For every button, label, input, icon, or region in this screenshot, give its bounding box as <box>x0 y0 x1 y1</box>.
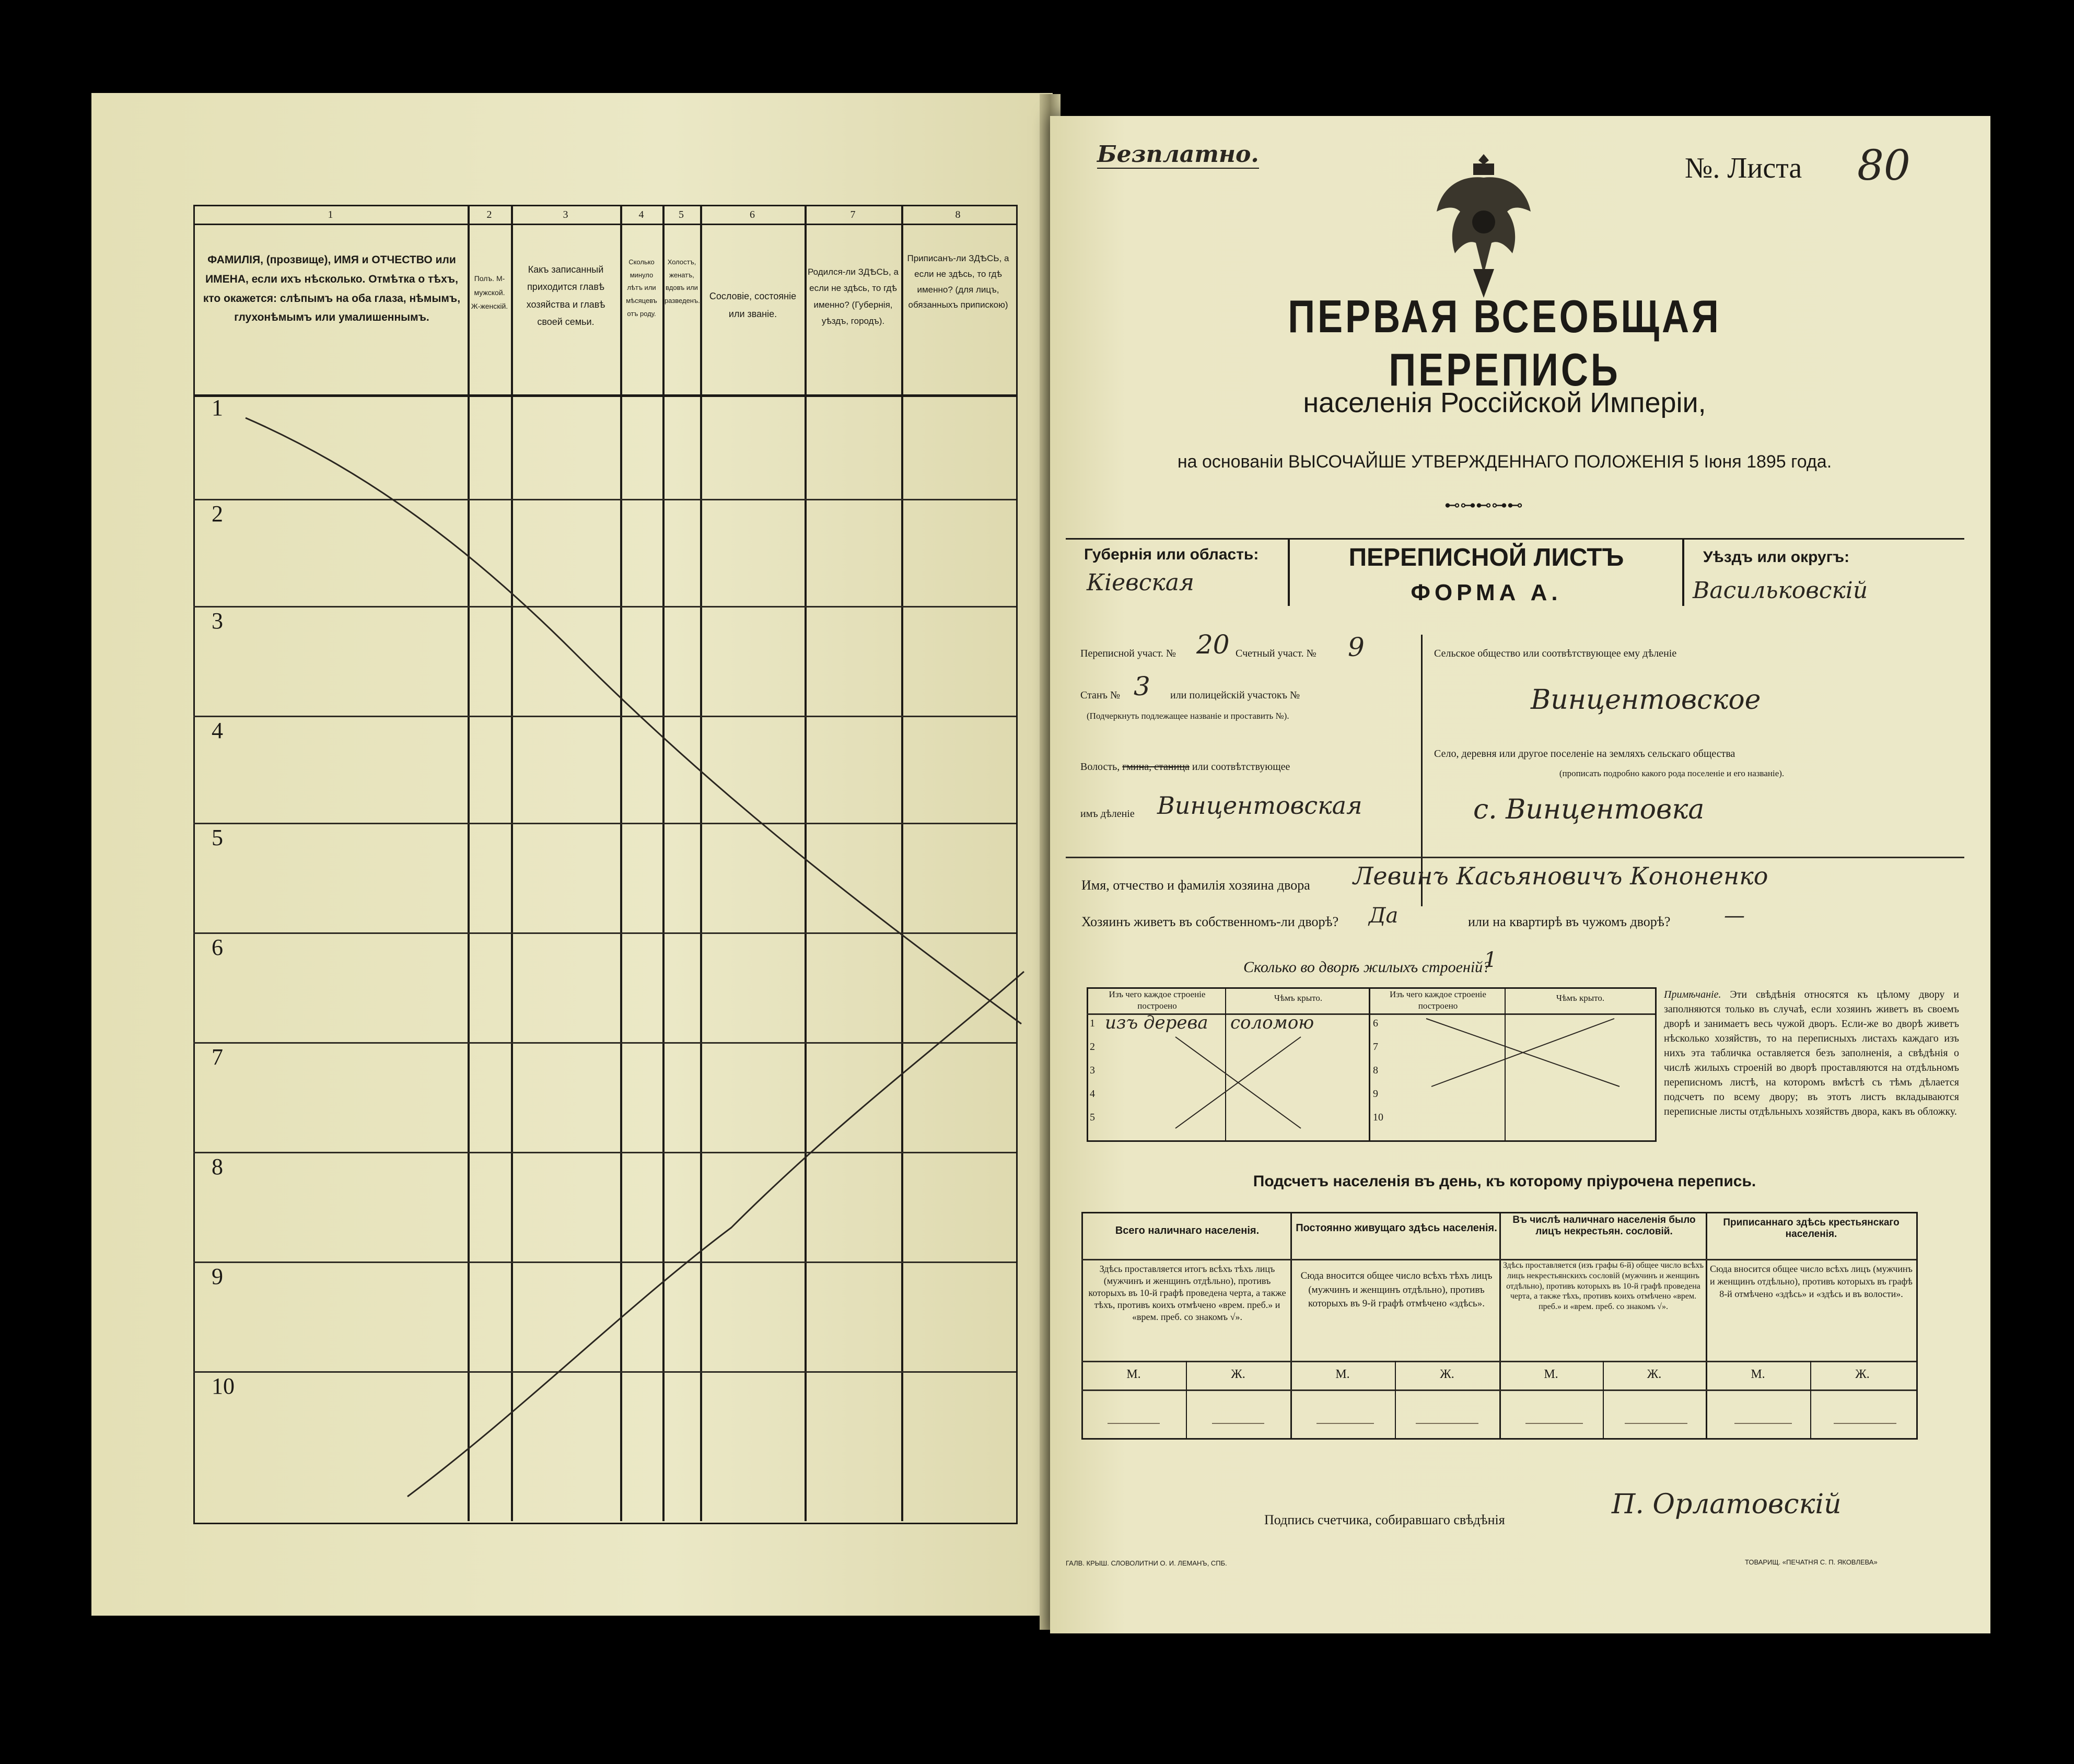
bld-row-number: 6 <box>1373 1018 1378 1029</box>
census-plot-value: 20 <box>1196 629 1230 660</box>
row-number: 5 <box>212 825 223 850</box>
m-label: М. <box>1544 1368 1558 1381</box>
m-label: М. <box>1126 1368 1141 1381</box>
m-label: М. <box>1335 1368 1350 1381</box>
owner-label: Имя, отчество и фамилія хозяина двора <box>1081 878 1310 893</box>
row-number: 9 <box>212 1264 223 1289</box>
count-col-text: Сюда вносится общее число всѣхъ лицъ (мужчинъ и женщинъ отдѣльно), противъ которыхъ въ графѣ 8-й отмѣчено «здѣсь» и «здѣсь и въ волости». <box>1710 1264 1913 1299</box>
own-yard-value: Да <box>1369 904 1399 928</box>
count-col-text: Здѣсь проставляется (изъ графы 6-й) общее число всѣхъ лицъ некрестьянскихъ сословій (мужчинъ и женщинъ отдѣльно), противъ которыхъ въ 10-й графѣ проведена черта, а также тѣхъ, противъ коихъ отмѣчено «врем. преб.» и «врем. преб. со знакомъ √». <box>1502 1261 1704 1312</box>
buildings-note <box>1664 987 1959 1119</box>
count-plot-label: Счетный участ. № <box>1236 648 1316 659</box>
volost-suffix: или соотвѣтствующее <box>1192 761 1290 773</box>
own-yard-label: Хозяинъ живетъ въ собственномъ-ли дворѣ? <box>1081 914 1339 929</box>
row-number: 2 <box>212 501 223 527</box>
volost-label-2: имъ дѣленіе <box>1080 808 1135 820</box>
col-number: 5 <box>679 209 684 220</box>
sheet-number: 80 <box>1857 141 1910 190</box>
col-number: 6 <box>750 209 755 220</box>
main-title: ПЕРВАЯ ВСЕОБЩАЯ ПЕРЕПИСЬ <box>1288 290 1721 395</box>
volost-label-text: Волость, <box>1080 761 1120 773</box>
col-number: 1 <box>328 209 333 220</box>
printer-right: ТОВАРИЩ. «ПЕЧАТНЯ С. П. ЯКОВЛЕВА» <box>1745 1558 1878 1566</box>
count-title: Подсчетъ населенія въ день, къ которому пріурочена перепись. <box>1253 1173 1756 1190</box>
col-header-name: ФАМИЛІЯ, (прозвище), ИМЯ и ОТЧЕСТВО или ИМЕНА, если ихъ нѣсколько. Отмѣтка о тѣхъ, кто окажется: слѣпымъ на оба глаза, нѣмымъ, глухонѣмымъ или умалишеннымъ. <box>203 254 461 324</box>
society-value: Винцентовское <box>1531 684 1761 716</box>
census-plot-label: Переписной участ. № <box>1080 648 1176 659</box>
col-header-born: Родился-ли ЗДѢСЬ, а если не здѣсь, то гдѣ именно? (Губернія, уѣздъ, городъ). <box>808 267 899 326</box>
f-label: Ж. <box>1231 1368 1245 1381</box>
count-text-divider <box>1081 1361 1916 1362</box>
col-number: 4 <box>638 209 644 220</box>
volost-struck: гмина, станица <box>1122 761 1190 773</box>
count-title-divider <box>1081 1259 1916 1260</box>
f-label: Ж. <box>1440 1368 1454 1381</box>
col-number: 7 <box>850 209 856 220</box>
rented-label: или на квартирѣ въ чужомъ дворѣ? <box>1468 914 1671 929</box>
f-label: Ж. <box>1647 1368 1662 1381</box>
volost-label <box>1080 760 1290 774</box>
buildings-label: Сколько во дворѣ жилыхъ строеній? <box>1243 959 1491 976</box>
count-empty-dashes <box>1081 1389 1917 1436</box>
subtitle: населенія Россійской Имперіи, <box>1303 387 1706 418</box>
stan-value: 3 <box>1134 671 1150 702</box>
col-header-estate: Сословіе, состояніе или званіе. <box>709 291 797 320</box>
bld-row-number: 10 <box>1373 1112 1383 1123</box>
rented-value: — <box>1724 904 1745 928</box>
bld-header-material: Изъ чего каждое строеніе построено <box>1109 989 1206 1011</box>
sheet-label: №. Листа <box>1685 152 1802 184</box>
bld-row-number: 8 <box>1373 1065 1378 1076</box>
village-value: с. Винцентовка <box>1473 794 1705 825</box>
bld-row-number: 7 <box>1373 1041 1378 1053</box>
bld-row-number: 4 <box>1090 1088 1095 1100</box>
bld-row-number: 3 <box>1090 1065 1095 1076</box>
owner-value: Левинъ Касьяновичъ Кононенко <box>1353 862 1768 890</box>
form-title: ПЕРЕПИСНОЙ ЛИСТЪ <box>1348 544 1624 571</box>
count-col-title: Приписаннаго здѣсь крестьянскаго населенія. <box>1723 1217 1900 1240</box>
col-header-marital: Холостъ, женатъ, вдовъ или разведенъ. <box>665 258 700 305</box>
f-label: Ж. <box>1855 1368 1870 1381</box>
village-note: (прописать подробно какого рода поселеніе и его названіе). <box>1559 768 1785 778</box>
bld-cross-strokes <box>1087 987 1656 1141</box>
bld-row-number: 2 <box>1090 1041 1095 1053</box>
signature-value: П. Орлатовскій <box>1612 1489 1842 1520</box>
society-label: Сельское общество или соотвѣтствующее ему дѣленіе <box>1434 648 1677 659</box>
uezd-label: Уѣздъ или округъ: <box>1703 548 1850 566</box>
count-col-title: Постоянно живущаго здѣсь населенія. <box>1296 1222 1497 1234</box>
stan-suffix: или полицейскій участокъ № <box>1170 690 1300 701</box>
col-number: 2 <box>486 209 492 220</box>
stan-note: (Подчеркнуть подлежащее названіе и проставить №). <box>1087 711 1289 721</box>
col-header-sex: Полъ. М-мужской. Ж-женскій. <box>471 274 508 311</box>
col-number: 8 <box>955 209 961 220</box>
row-number: 4 <box>212 718 223 743</box>
basis-line: на основаніи ВЫСОЧАЙШЕ УТВЕРЖДЕННАГО ПОЛОЖЕНІЯ 5 Іюня 1895 года. <box>1177 452 1832 472</box>
count-col-text: Здѣсь проставляется итогъ всѣхъ тѣхъ лицъ (мужчинъ и женщинъ отдѣльно), противъ которыхъ въ 10-й графѣ проведена черта, а также тѣхъ, противъ коихъ отмѣчено «врем. преб.» и «врем. преб. со знакомъ √». <box>1088 1264 1286 1323</box>
form-subtitle: ФОРМА А. <box>1411 580 1562 605</box>
row-number: 6 <box>212 934 223 960</box>
col-number: 3 <box>563 209 568 220</box>
bld-header-roof-2: Чѣмъ крыто. <box>1556 993 1605 1003</box>
band-top <box>1066 538 1964 540</box>
printer-left: ГАЛВ. КРЫШ. СЛОВОЛИТНИ О. И. ЛЕМАНЪ, СПБ. <box>1066 1559 1227 1567</box>
m-label: М. <box>1751 1368 1765 1381</box>
cross-out-strokes <box>0 0 1045 1567</box>
stan-label: Станъ № <box>1080 690 1121 701</box>
gubernia-value: Кіевская <box>1087 569 1195 596</box>
signature-label: Подпись счетчика, собиравшаго свѣдѣнія <box>1264 1512 1505 1527</box>
bld-row-number: 5 <box>1090 1112 1095 1123</box>
band-divider <box>1288 538 1290 606</box>
bld-header-material-2: Изъ чего каждое строеніе построено <box>1390 989 1486 1011</box>
village-label: Село, деревня или другое поселеніе на земляхъ сельскаго общества <box>1434 748 1735 760</box>
uezd-value: Васильковскій <box>1693 577 1868 604</box>
bld-header-roof: Чѣмъ крыто. <box>1274 993 1323 1003</box>
count-plot-value: 9 <box>1348 632 1365 662</box>
section-divider <box>1066 857 1964 858</box>
band-divider <box>1682 538 1684 606</box>
free-label: Безплатно. <box>1097 141 1259 168</box>
bld-row1-roof: соломою <box>1230 1012 1314 1033</box>
bld-row-number: 9 <box>1373 1088 1378 1100</box>
row-number: 8 <box>212 1154 223 1179</box>
count-col-title: Въ числѣ наличнаго населенія было лицъ некрестьян. сословій. <box>1512 1214 1696 1237</box>
volost-value: Винцентовская <box>1157 791 1362 820</box>
bld-row1-material: изъ дерева <box>1105 1012 1208 1033</box>
col-header-age: Сколько минуло лѣтъ или мѣсяцевъ отъ роду. <box>626 258 657 318</box>
row-number: 3 <box>212 608 223 634</box>
row-number: 10 <box>212 1373 235 1399</box>
col-header-registered: Приписанъ-ли ЗДѢСЬ, а если не здѣсь, то гдѣ именно? (для лицъ, обязанныхъ припискою) <box>907 253 1009 310</box>
col-header-relation: Какъ записанный приходится главѣ хозяйства и главѣ своей семьи. <box>526 264 605 327</box>
bld-row-number: 1 <box>1090 1018 1095 1029</box>
gubernia-label: Губернія или область: <box>1084 546 1259 563</box>
row-number: 7 <box>212 1044 223 1070</box>
count-col-text: Сюда вносится общее число всѣхъ тѣхъ лицъ (мужчинъ и женщинъ отдѣльно), противъ которыхъ въ 9-й графѣ отмѣчено «здѣсь». <box>1300 1270 1493 1310</box>
buildings-value: 1 <box>1484 948 1497 972</box>
count-col-title: Всего наличнаго населенія. <box>1115 1225 1260 1236</box>
ornament-divider: ⊷⊶⊷⊶⊷ <box>1444 497 1523 514</box>
imperial-eagle-emblem <box>1431 149 1536 300</box>
note-title: Примѣчаніе. <box>1664 989 1721 1000</box>
note-text: Эти свѣдѣнія относятся къ цѣлому двору и заполняются только въ случаѣ, если хозяинъ живетъ въ своемъ дворѣ и занимаетъ весь чужой дворъ. Если-же во дворѣ живетъ нѣсколько хозяйствъ, то на переписныхъ листахъ каждаго изъ нихъ эта табличка оставляется безъ заполненія, а свѣдѣнія о числѣ жилыхъ строеній во дворѣ проставляются на отдѣльномъ переписномъ листѣ, на которомъ вмѣстѣ съ тѣмъ дѣлается подсчетъ по всему двору; въ этотъ листъ вкладываются переписные листы отдѣльныхъ хозяйствъ двора, какъ въ обложку. <box>1664 989 1960 1117</box>
row-number: 1 <box>212 395 223 420</box>
